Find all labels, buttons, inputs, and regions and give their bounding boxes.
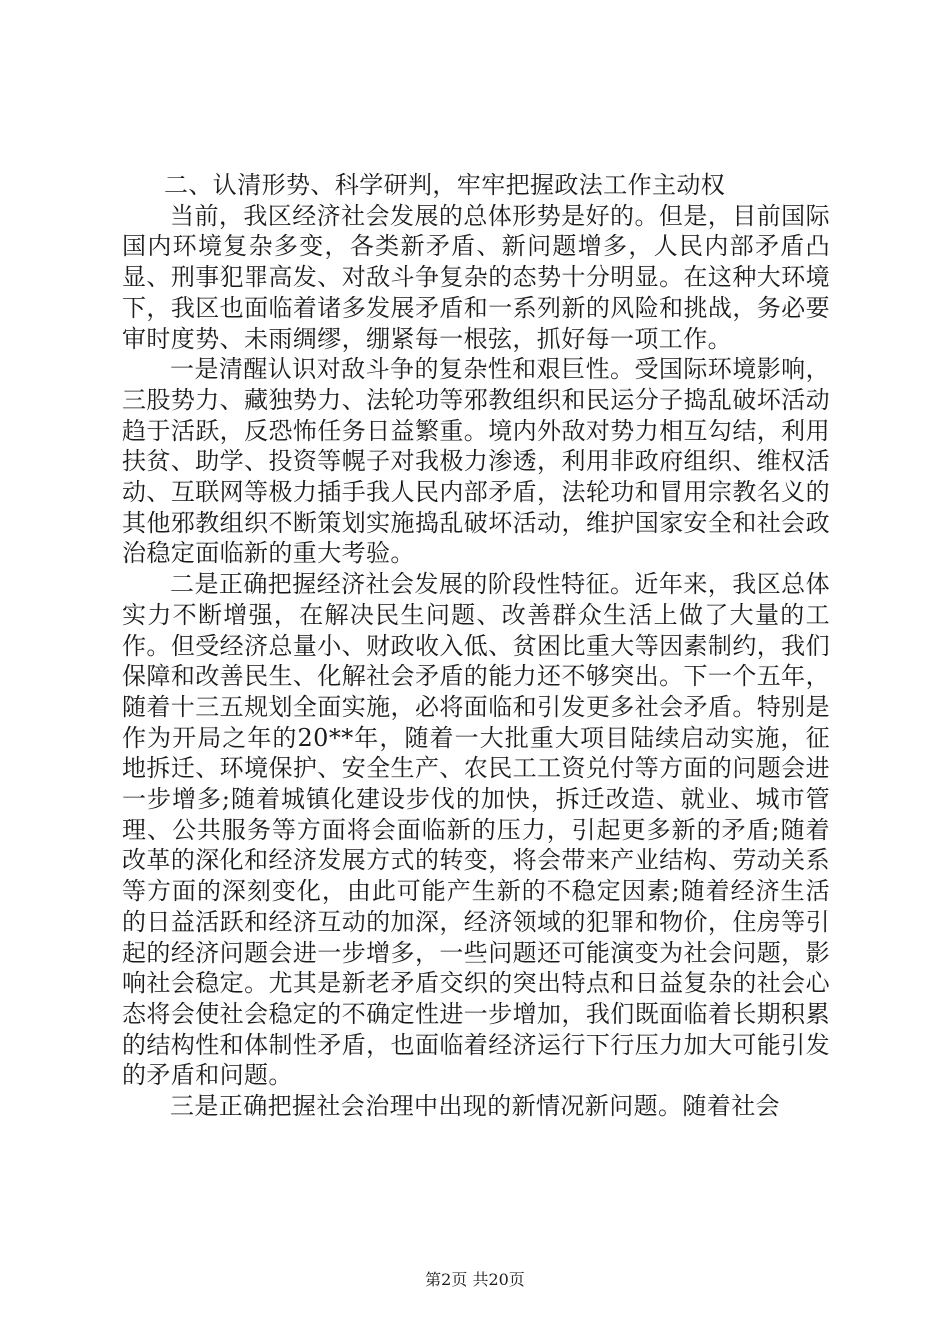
section-heading: 二、认清形势、科学研判，牢牢把握政法工作主动权 [164,171,726,199]
paragraph-point-three: 三是正确把握社会治理中出现的新情况新问题。随着社会 [170,1092,780,1121]
paragraph-point-two: 二是正确把握经济社会发展的阶段性特征。近年来，我区总体实力不断增强，在解决民生问题、改善群众生活上做了大量的工作。但受经济总量小、财政收入低、贫困比重大等因素制约，我们保障和改善民生、化解社会矛盾的能力还不够突出。下一个五年，随着十三五规划全面实施，必将面临和引发更多社会矛盾。特别是作为开局之年的20**年，随着一大批重大项目陆续启动实施，征地拆迁、环境保护、安全生产、农民工工资兑付等方面的问题会进一步增多;随着城镇化建设步伐的加快，拆迁改造、就业、城市管理、公共服务等方面将会面临新的压力，引起更多新的矛盾;随着改革的深化和经济发展方式的转变，将会带来产业结构、劳动关系等方面的深刻变化，由此可能产生新的不稳定因素;随着经济生活的日益活跃和经济互动的加深，经济领域的犯罪和物价，住房等引起的经济问题会进一步增多，一些问题还可能演变为社会问题，影响社会稳定。尤其是新老矛盾交织的突出特点和日益复杂的社会心态将会使社会稳定的不确定性进一步增加，我们既面临着长期积累的结构性和体制性矛盾，也面临着经济运行下行压力加大可能引发的矛盾和问题。 [122,570,830,1090]
paragraph-overview: 当前，我区经济社会发展的总体形势是好的。但是，目前国际国内环境复杂多变，各类新矛盾、新问题增多，人民内部矛盾凸显、刑事犯罪高发、对敌斗争复杂的态势十分明显。在这种大环境下，我区也面临着诸多发展矛盾和一系列新的风险和挑战，务必要审时度势、未雨绸缪，绷紧每一根弦，抓好每一项工作。 [122,201,830,353]
page-number: 第2页 共20页 [425,1270,525,1289]
page-footer [0,1270,950,1290]
paragraph-point-one: 一是清醒认识对敌斗争的复杂性和艰巨性。受国际环境影响，三股势力、藏独势力、法轮功等邪教组织和民运分子捣乱破坏活动趋于活跃，反恐怖任务日益繁重。境内外敌对势力相互勾结，利用扶贫、助学、投资等幌子对我极力渗透，利用非政府组织、维权活动、互联网等极力插手我人民内部矛盾，法轮功和冒用宗教名义的其他邪教组织不断策划实施捣乱破坏活动，维护国家安全和社会政治稳定面临新的重大考验。 [122,355,830,568]
document-body [122,170,830,1122]
